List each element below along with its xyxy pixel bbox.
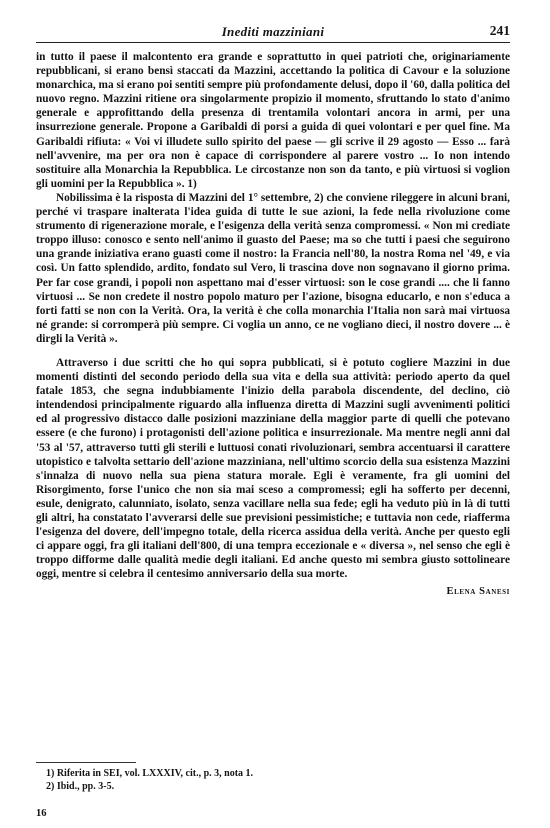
running-title: Inediti mazziniani xyxy=(221,24,325,39)
footnote-1: 1) Riferita in SEI, vol. LXXXIV, cit., p. 3, nota 1. xyxy=(46,768,254,779)
paragraph-2: Nobilissima è la risposta di Mazzini del 1° settembre, 2) che conviene rileggere in alcuni brani, perché vi traspare inalterata l'idea guida di tutte le sue azioni, la fede nella rivoluzione come strumento di rigenerazione morale, e l'esigenza della verità senza compromessi. « Non mi crediate troppo illuso: conosco e sento nell'animo il guasto del Paese; ma so che tutti i paesi che seguirono una grande iniziativa erano guasti come il nostro: la Francia nell'80, la nostra Roma nel '49, e via così. Un fatto splendido, ardito, fondato sul Vero, li trascina dove non sognavano il giorno prima. Per far cose grandi, i popoli non aspettano mai d'esser virtuosi: son le cose grandi .... che li fanno virtuosi ... Se non credete il nostro popolo maturo per l'azione, bisogna educarlo, e non s'educa a forti fatti se non con la Verità. Ora, la verità è che colla monarchia l'Italia non sarà mai virtuosa né grande: si corromperà più sempre. Ci voglia un anno, ce ne vogliano dieci, il nostro dovere ... è dirgli la Verità ». xyxy=(36,191,510,345)
footnote-2: 2) Ibid., pp. 3-5. xyxy=(46,780,115,792)
article-body xyxy=(36,50,510,600)
footer-number: 16 xyxy=(36,808,47,819)
footnotes xyxy=(36,768,510,793)
paragraph-1: in tutto il paese il malcontento era grande e soprattutto in quei patrioti che, originariamente repubblicani, si erano bensì staccati da Mazzini, accettando la politica di Cavour e la soluzione monarchica, ma si erano poi sentiti sempre più profondamente delusi, dopo il '60, dalla politica del nuovo regno. Mazzini ritiene ora singolarmente propizio il momento, sfruttando lo stato d'animo generale e approfittando della presenza di trentamila volontari ancora in armi, per una insurrezione generale. Propone a Garibaldi di porsi a guida di quei volontari e per quel fine. Ma Garibaldi rifiuta: « Voi vi illudete sullo spirito del paese — gli scrive il 29 agosto — Esso ... farà nell'avvenire, ma per ora non è capace di corrispondere al parere vostro ... Io non intendo sostituire alla Monarchia la Repubblica. Le circostanze non son da tanto, e più virtuosi si voglion gli uomini per la Repubblica ». 1) xyxy=(36,51,510,190)
author-signature: Elena Sanesi xyxy=(446,586,510,598)
page-header xyxy=(36,22,510,43)
paragraph-3: Attraverso i due scritti che ho qui sopra pubblicati, si è potuto cogliere Mazzini in due momenti distinti del secondo periodo della sua vita e della sua attività: periodo aperto da quel fatale 1853, che segna indubbiamente l'inizio della parabola discendente, del declino, ciò intendendosi principalmente riguardo alla influenza diretta di Mazzini sugli avvenimenti politici ed al progressivo distacco dalle posizioni mazziniane della maggior parte di quelli che potevano essere (e che furono) i protagonisti dell'azione politica e insurrezionale. Ma mentre negli anni dal '53 al '57, attraverso tutti gli sterili e luttuosi conati rivoluzionari, sembra accentuarsi il carattere utopistico e talvolta settario dell'azione mazziniana, nell'ultimo scorcio della sua esistenza Mazzini s'innalza di nuovo nella sua piena statura morale. Egli è veramente, fra gli uomini del Risorgimento, forse l'unico che non sia mai sceso a compromessi; egli ha sofferto per decenni, esule, denigrato, calunniato, isolato, senza vacillare nella sua fede; egli ha veduto più in là di tutti gli altri, ha constatato l'avverarsi delle sue previsioni pessimistiche; e tuttavia non cede, riafferma l'esigenza del dovere, dell'impegno totale, della ricerca assidua della verità. Anche per questo egli ci appare oggi, fra gli italiani dell'800, di una tempra eccezionale e « diversa », nel senso che egli è troppo difforme dalle qualità medie degli italiani. Ed anche questo mi sembra giusto sottolineare oggi, mentre si celebra il centesimo anniversario della sua morte. xyxy=(36,356,510,581)
page-number: 241 xyxy=(489,23,510,38)
footnote-divider xyxy=(36,762,136,763)
